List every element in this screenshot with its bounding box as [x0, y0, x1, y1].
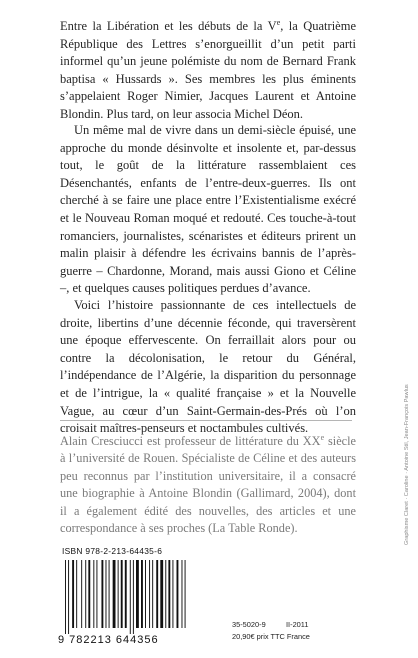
barcode-bar: [172, 560, 173, 628]
barcode-bar: [93, 560, 94, 628]
author-bio-text: Alain Cresciucci est professeur de littérature du XX: [60, 434, 321, 448]
barcode-bar: [165, 560, 166, 628]
blurb-paragraph-2: [60, 122, 356, 298]
barcode-bar: [182, 560, 183, 628]
barcode-bar: [121, 560, 123, 628]
barcode-digits: 9 782213 644356: [58, 634, 159, 646]
design-credits: Graphisme Claret · Caroline · Antoine Stil, Jean-François Pawlus: [404, 384, 410, 545]
barcode-image: [62, 560, 192, 634]
barcode-bar: [133, 560, 134, 634]
author-bio-text-cont: siècle à l’université de Rouen. Spécialiste de Céline et des auteurs peu reconnus par l’institution universitaire, il a consacré une biographie à Antoine Blondin (Gallimard, 2004), dont il a également édité des nouvelles, des articles et une correspondance à ses proches (La Table Ronde).: [60, 434, 356, 536]
barcode-bar: [160, 560, 163, 628]
barcode-bar: [88, 560, 90, 628]
barcode-bar: [156, 560, 158, 628]
barcode-bar: [85, 560, 86, 628]
barcode-bar: [76, 560, 77, 628]
author-bio: [60, 433, 356, 537]
blurb-paragraph-3: [60, 297, 356, 438]
barcode-bar: [106, 560, 107, 628]
barcode-bar: [177, 560, 179, 628]
superscript-e: e: [276, 17, 281, 27]
barcode-bar: [118, 560, 119, 628]
blurb-paragraph-1: [60, 18, 356, 124]
blurb-p3-text: Voici l’histoire passionnante de ces intellectuels de droite, libertins d’une décennie féconde, qui traversèrent une époque effervescente. On ferraillait alors pour ou contre la décolonisation, le retour du Général, l’indépendance de l’Algérie, la disparition du personnage et de l’intrigue, la « qualité française » et la Nouvelle Vague, au cœur d’un Saint-Germain-des-Prés où l’on croisait maîtres-penseurs et noctambules cultivés.: [60, 298, 356, 436]
barcode-bar: [72, 560, 74, 628]
barcode-bar: [149, 560, 150, 628]
barcode-bar: [136, 560, 139, 628]
barcode-block: [58, 546, 310, 656]
barcode-bar: [130, 560, 131, 634]
barcode-bar: [101, 560, 103, 628]
blurb-p1-text: Entre la Libération et les débuts de la V: [60, 19, 277, 33]
edition-code: 35-5020-9: [232, 620, 266, 629]
divider: [60, 420, 352, 421]
barcode-bar: [113, 560, 116, 628]
superscript-e: e: [320, 432, 325, 442]
barcode-bar: [125, 560, 127, 628]
barcode-bar: [109, 560, 110, 628]
date-code: II-2011: [286, 620, 309, 629]
blurb-p2-text: Un même mal de vivre dans un demi-siècle épuisé, une approche du monde désinvolte et insolente et, par-dessus tout, le goût de la littérature rassemblaient ces Désenchantés, enfants de l’entre-deux-guerres. Ils ont cherché à se faire une place entre l’Existentialisme exécré et le Nouveau Roman moqué et redouté. Ces touche-à-tout romanciers, journalistes, scénaristes et éditeurs prirent un malin plaisir à défendre les écrivains bannis de l’après-guerre – Chardonne, Morand, mais aussi Giono et Céline –, et quelques causes politiques perdues d’avance.: [60, 123, 356, 296]
barcode-bar: [81, 560, 82, 628]
price: 20,90€ prix TTC France: [232, 632, 310, 641]
isbn-label: ISBN 978-2-213-64435-6: [62, 546, 163, 556]
barcode-bar: [152, 560, 153, 628]
barcode-bar: [68, 560, 69, 634]
barcode-bar: [185, 560, 186, 628]
barcode-bar: [168, 560, 170, 628]
barcode-bar: [145, 560, 146, 628]
barcode-bar: [96, 560, 97, 628]
barcode-bar: [141, 560, 143, 628]
blurb-p1-text-cont: , la Quatrième République des Lettres s’enorgueillit d’un petit parti informel qu’un jeune polémiste du nom de Bernard Frank baptisa « Hussards ». Ses membres les plus éminents s’appelaient Roger Nimier, Jacques Laurent et Antoine Blondin. Plus tard, on leur associa Michel Déon.: [60, 19, 356, 121]
barcode-bar: [65, 560, 66, 634]
